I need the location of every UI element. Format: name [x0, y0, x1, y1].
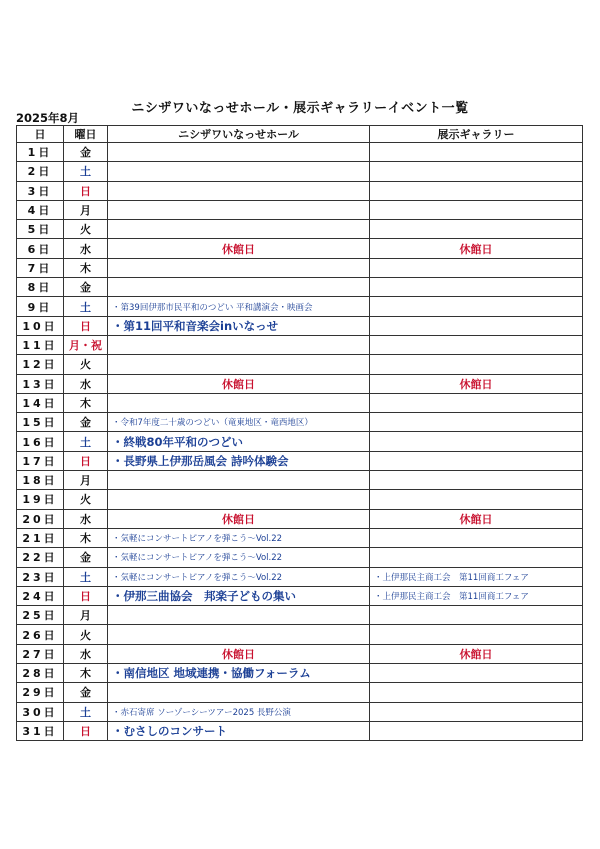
weekday-cell: 木: [64, 258, 108, 277]
weekday-cell: 日: [64, 451, 108, 470]
table-row: [17, 316, 583, 335]
weekday-cell: 土: [64, 297, 108, 316]
hall-event-cell: ・赤石寄席 ソーゾーシーツアー2025 長野公演: [108, 702, 370, 721]
hall-event-cell: [108, 625, 370, 644]
weekday-cell: 水: [64, 644, 108, 663]
table-row: [17, 335, 583, 354]
hall-event-cell: [108, 490, 370, 509]
gallery-event-cell: [370, 721, 583, 740]
weekday-cell: 金: [64, 413, 108, 432]
gallery-event-cell: 休館日: [370, 509, 583, 528]
gallery-event-cell: [370, 606, 583, 625]
table-row: [17, 374, 583, 393]
header-row: [17, 126, 583, 143]
weekday-cell: 金: [64, 548, 108, 567]
gallery-event-cell: [370, 278, 583, 297]
hall-event-cell: [108, 355, 370, 374]
gallery-event-cell: [370, 702, 583, 721]
day-cell: 25日: [17, 606, 64, 625]
month-label: 2025年8月: [16, 111, 80, 125]
gallery-event-cell: [370, 471, 583, 490]
table-row: [17, 278, 583, 297]
hall-event-cell: ・気軽にコンサートピアノを弾こう～Vol.22: [108, 528, 370, 547]
weekday-cell: 土: [64, 432, 108, 451]
weekday-cell: 木: [64, 528, 108, 547]
gallery-event-cell: ・上伊那民主商工会 第11回商工フェア: [370, 567, 583, 586]
hall-event-cell: [108, 278, 370, 297]
hall-event-cell: [108, 393, 370, 412]
weekday-cell: 金: [64, 278, 108, 297]
day-cell: 31日: [17, 721, 64, 740]
table-row: [17, 297, 583, 316]
hall-event-cell: ・気軽にコンサートピアノを弾こう～Vol.22: [108, 548, 370, 567]
hall-event-cell: ・第11回平和音楽会inいなっせ: [108, 316, 370, 335]
hall-event-cell: [108, 335, 370, 354]
weekday-cell: 土: [64, 702, 108, 721]
table-row: [17, 664, 583, 683]
hall-event-cell: [108, 606, 370, 625]
day-cell: 17日: [17, 451, 64, 470]
weekday-cell: 日: [64, 181, 108, 200]
day-cell: 9日: [17, 297, 64, 316]
day-cell: 24日: [17, 586, 64, 605]
day-cell: 1日: [17, 143, 64, 162]
day-cell: 21日: [17, 528, 64, 547]
day-cell: 26日: [17, 625, 64, 644]
day-cell: 13日: [17, 374, 64, 393]
gallery-event-cell: ・上伊那民主商工会 第11回商工フェア: [370, 586, 583, 605]
gallery-event-cell: [370, 625, 583, 644]
table-row: [17, 490, 583, 509]
hall-event-cell: [108, 143, 370, 162]
table-row: [17, 220, 583, 239]
table-row: [17, 413, 583, 432]
gallery-event-cell: [370, 200, 583, 219]
table-row: [17, 683, 583, 702]
weekday-cell: 金: [64, 683, 108, 702]
day-cell: 14日: [17, 393, 64, 412]
gallery-event-cell: [370, 432, 583, 451]
hall-event-cell: [108, 220, 370, 239]
header-gallery: 展示ギャラリー: [370, 126, 583, 143]
hall-event-cell: [108, 200, 370, 219]
hall-event-cell: 休館日: [108, 509, 370, 528]
day-cell: 6日: [17, 239, 64, 258]
gallery-event-cell: [370, 451, 583, 470]
gallery-event-cell: [370, 297, 583, 316]
table-row: [17, 393, 583, 412]
weekday-cell: 月: [64, 606, 108, 625]
hall-event-cell: ・南信地区 地域連携・協働フォーラム: [108, 664, 370, 683]
day-cell: 18日: [17, 471, 64, 490]
gallery-event-cell: [370, 664, 583, 683]
weekday-cell: 火: [64, 490, 108, 509]
hall-event-cell: ・第39回伊那市民平和のつどい 平和講演会・映画会: [108, 297, 370, 316]
day-cell: 11日: [17, 335, 64, 354]
day-cell: 10日: [17, 316, 64, 335]
weekday-cell: 日: [64, 316, 108, 335]
gallery-event-cell: 休館日: [370, 644, 583, 663]
table-row: [17, 451, 583, 470]
gallery-event-cell: [370, 335, 583, 354]
weekday-cell: 木: [64, 664, 108, 683]
weekday-cell: 火: [64, 220, 108, 239]
gallery-event-cell: [370, 258, 583, 277]
gallery-event-cell: [370, 413, 583, 432]
header-weekday: 曜日: [64, 126, 108, 143]
day-cell: 16日: [17, 432, 64, 451]
hall-event-cell: [108, 162, 370, 181]
day-cell: 2日: [17, 162, 64, 181]
hall-event-cell: ・令和7年度二十歳のつどい（竜東地区・竜西地区）: [108, 413, 370, 432]
day-cell: 5日: [17, 220, 64, 239]
hall-event-cell: 休館日: [108, 239, 370, 258]
gallery-event-cell: [370, 548, 583, 567]
day-cell: 27日: [17, 644, 64, 663]
header-hall: ニシザワいなっせホール: [108, 126, 370, 143]
day-cell: 4日: [17, 200, 64, 219]
table-row: [17, 200, 583, 219]
weekday-cell: 月・祝: [64, 335, 108, 354]
gallery-event-cell: [370, 220, 583, 239]
day-cell: 22日: [17, 548, 64, 567]
table-row: [17, 721, 583, 740]
weekday-cell: 火: [64, 355, 108, 374]
hall-event-cell: ・伊那三曲協会 邦楽子どもの集い: [108, 586, 370, 605]
weekday-cell: 月: [64, 200, 108, 219]
day-cell: 7日: [17, 258, 64, 277]
hall-event-cell: [108, 471, 370, 490]
table-row: [17, 471, 583, 490]
gallery-event-cell: 休館日: [370, 374, 583, 393]
gallery-event-cell: [370, 490, 583, 509]
gallery-event-cell: [370, 181, 583, 200]
event-table: [16, 125, 583, 741]
gallery-event-cell: [370, 355, 583, 374]
gallery-event-cell: [370, 528, 583, 547]
table-row: [17, 143, 583, 162]
table-row: [17, 509, 583, 528]
hall-event-cell: 休館日: [108, 374, 370, 393]
gallery-event-cell: 休館日: [370, 239, 583, 258]
day-cell: 29日: [17, 683, 64, 702]
table-row: [17, 625, 583, 644]
table-row: [17, 162, 583, 181]
hall-event-cell: 休館日: [108, 644, 370, 663]
weekday-cell: 水: [64, 509, 108, 528]
day-cell: 20日: [17, 509, 64, 528]
weekday-cell: 水: [64, 374, 108, 393]
day-cell: 15日: [17, 413, 64, 432]
hall-event-cell: ・むさしのコンサート: [108, 721, 370, 740]
gallery-event-cell: [370, 162, 583, 181]
weekday-cell: 日: [64, 586, 108, 605]
table-row: [17, 239, 583, 258]
weekday-cell: 土: [64, 162, 108, 181]
hall-event-cell: [108, 683, 370, 702]
hall-event-cell: [108, 181, 370, 200]
table-row: [17, 528, 583, 547]
weekday-cell: 火: [64, 625, 108, 644]
table-row: [17, 181, 583, 200]
gallery-event-cell: [370, 393, 583, 412]
table-row: [17, 567, 583, 586]
hall-event-cell: ・長野県上伊那岳風会 詩吟体験会: [108, 451, 370, 470]
weekday-cell: 月: [64, 471, 108, 490]
day-cell: 23日: [17, 567, 64, 586]
table-row: [17, 644, 583, 663]
weekday-cell: 木: [64, 393, 108, 412]
weekday-cell: 土: [64, 567, 108, 586]
table-row: [17, 355, 583, 374]
table-row: [17, 258, 583, 277]
day-cell: 3日: [17, 181, 64, 200]
weekday-cell: 日: [64, 721, 108, 740]
table-row: [17, 548, 583, 567]
table-row: [17, 702, 583, 721]
weekday-cell: 金: [64, 143, 108, 162]
header-day: 日: [17, 126, 64, 143]
gallery-event-cell: [370, 316, 583, 335]
hall-event-cell: ・気軽にコンサートピアノを弾こう～Vol.22: [108, 567, 370, 586]
table-row: [17, 586, 583, 605]
table-row: [17, 606, 583, 625]
hall-event-cell: ・終戦80年平和のつどい: [108, 432, 370, 451]
page-title: ニシザワいなっせホール・展示ギャラリーイベント一覧: [131, 101, 469, 116]
gallery-event-cell: [370, 143, 583, 162]
gallery-event-cell: [370, 683, 583, 702]
weekday-cell: 水: [64, 239, 108, 258]
day-cell: 8日: [17, 278, 64, 297]
table-row: [17, 432, 583, 451]
day-cell: 19日: [17, 490, 64, 509]
hall-event-cell: [108, 258, 370, 277]
day-cell: 12日: [17, 355, 64, 374]
day-cell: 28日: [17, 664, 64, 683]
day-cell: 30日: [17, 702, 64, 721]
